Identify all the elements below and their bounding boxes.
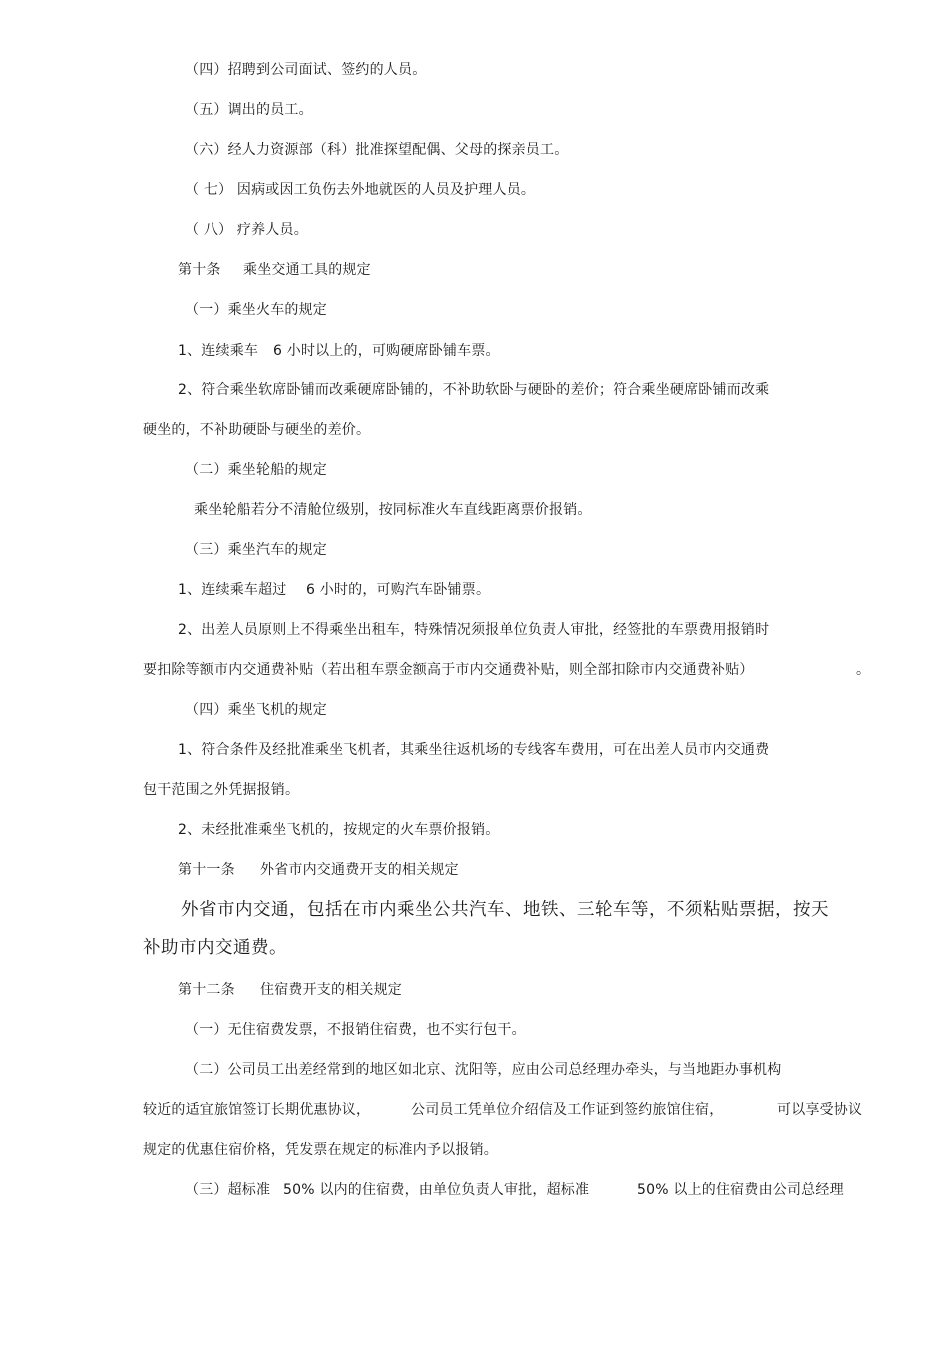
text-line: （四）招聘到公司面试、签约的人员。 [185,62,427,78]
article-title: 乘坐交通工具的规定 [243,262,371,278]
article-number: 第十条 [178,262,221,278]
text-line: （一）无住宿费发票，不报销住宿费，也不实行包干。 [185,1022,526,1038]
text-line: （ 八） 疗养人员。 [185,222,308,238]
text-line: 外省市内交通，包括在市内乘坐公共汽车、地铁、三轮车等，不须粘贴票据，按天 [181,900,829,920]
text-line: （二）公司员工出差经常到的地区如北京、沈阳等，应由公司总经理办牵头，与当地距办事机构 [185,1062,782,1078]
text-line: 。 [856,662,871,678]
text-line: （一）乘坐火车的规定 [185,302,327,318]
text-line: 1、连续乘车超过 [178,582,287,598]
text-line: 6 小时的，可购汽车卧铺票。 [306,582,491,598]
text-line: （六）经人力资源部（科）批准探望配偶、父母的探亲员工。 [185,142,569,158]
text-line: 2、出差人员原则上不得乘坐出租车，特殊情况须报单位负责人审批，经签批的车票费用报销时 [178,622,770,638]
text-line: （三）乘坐汽车的规定 [185,542,327,558]
text-line: 包干范围之外凭据报销。 [143,782,300,798]
text-line: 2、符合乘坐软席卧铺而改乘硬席卧铺的，不补助软卧与硬卧的差价；符合乘坐硬席卧铺而改乘 [178,382,770,398]
article-number: 第十一条 [178,862,235,878]
text-line: 50% 以内的住宿费，由单位负责人审批，超标准 [283,1182,590,1198]
text-line: 1、符合条件及经批准乘坐飞机者，其乘坐往返机场的专线客车费用，可在出差人员市内交通费 [178,742,770,758]
text-line: 乘坐轮船若分不清舱位级别，按同标准火车直线距离票价报销。 [194,502,592,518]
text-line: （三）超标准 [185,1182,271,1198]
text-line: 50% 以上的住宿费由公司总经理 [637,1182,844,1198]
text-line: 1、连续乘车 [178,343,259,359]
text-line: （ 七） 因病或因工负伤去外地就医的人员及护理人员。 [185,182,536,198]
article-title: 外省市内交通费开支的相关规定 [260,862,459,878]
text-line: 较近的适宜旅馆签订长期优惠协议， [143,1102,371,1118]
article-title: 住宿费开支的相关规定 [260,982,402,998]
text-line: 2、未经批准乘坐飞机的，按规定的火车票价报销。 [178,822,500,838]
text-line: 6 小时以上的，可购硬席卧铺车票。 [273,343,500,359]
text-line: （二）乘坐轮船的规定 [185,462,327,478]
text-line: 硬坐的，不补助硬卧与硬坐的差价。 [143,422,371,438]
article-number: 第十二条 [178,982,235,998]
text-line: （四）乘坐飞机的规定 [185,702,327,718]
text-line: 规定的优惠住宿价格，凭发票在规定的标准内予以报销。 [143,1142,498,1158]
text-line: （五）调出的员工。 [185,102,313,118]
text-line: 公司员工凭单位介绍信及工作证到签约旅馆住宿， [411,1102,724,1118]
text-line: 要扣除等额市内交通费补贴（若出租车票金额高于市内交通费补贴，则全部扣除市内交通费补贴） [143,662,754,678]
text-line: 可以享受协议 [777,1102,863,1118]
text-line: 补助市内交通费。 [143,938,287,958]
